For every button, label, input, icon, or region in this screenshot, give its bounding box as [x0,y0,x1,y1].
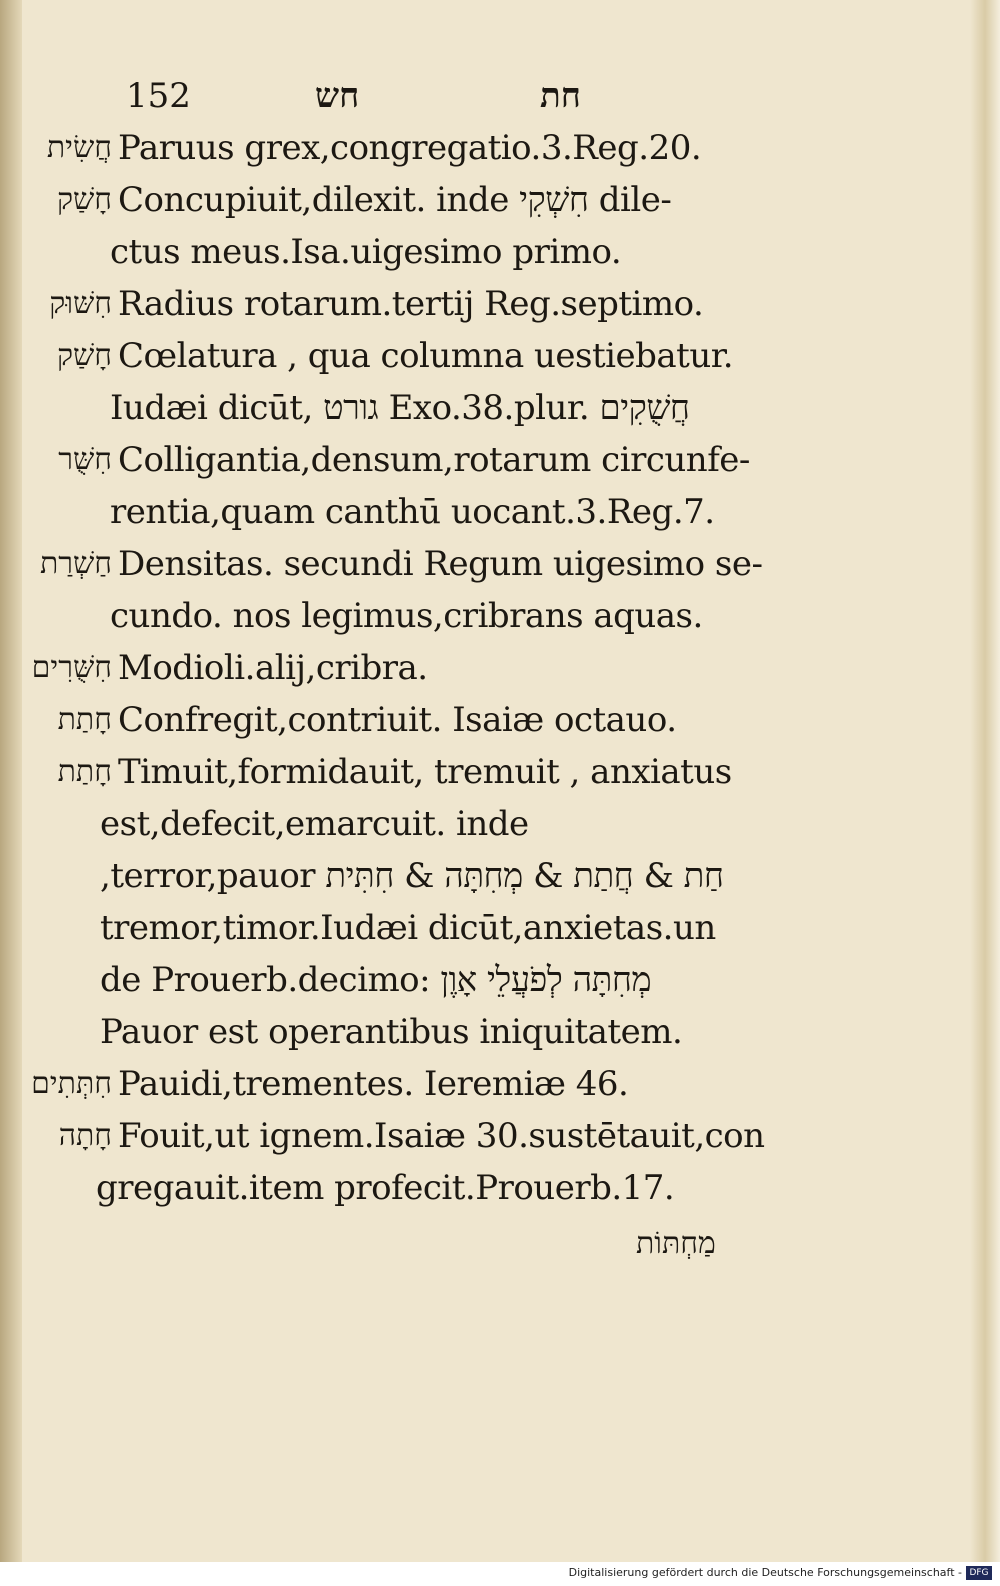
entry-line [0,648,1000,700]
entry-line [0,752,1000,804]
entry-line [0,1168,1000,1220]
latin-gloss-continued: cundo. nos legimus,cribrans aquas. [110,596,703,636]
hebrew-lemma: חָתַת [57,702,112,737]
hebrew-lemma: חָתָה [58,1118,112,1153]
hebrew-lemma: חָשַׁק [56,338,112,373]
entry-line [0,1012,1000,1064]
entry-line [0,1116,1000,1168]
inline-hebrew: חֲשֻׁקִים [599,388,690,428]
hebrew-variants-line: חַת & חֲתַת & מְחִתָּה & חִתִּית terror,pauor, [100,856,724,896]
entry-line [0,544,1000,596]
entry-line [0,128,1000,180]
entry-line [0,1064,1000,1116]
hebrew-lemma: חִתְּתִים [31,1066,112,1101]
entry-line [0,180,1000,232]
entry-line [0,804,1000,856]
latin-gloss-continued: gregauit.item profecit.Prouerb.17. [96,1168,675,1208]
hebrew-lemma: חִשּׁוּק [49,286,112,321]
entry-line [0,700,1000,752]
latin-gloss: Confregit,contriuit. Isaiæ octauo. [118,700,677,740]
latin-gloss: Colligantia,densum,rotarum circunfe- [118,440,750,480]
latin-gloss: Timuit,formidauit, tremuit , anxiatus [118,752,732,792]
hebrew-lemma: חִשֻּׁרִים [31,650,112,685]
latin-gloss: Modioli.alij,cribra. [118,648,428,688]
gloss-part: Exo.38.plur. [378,388,600,428]
latin-gloss: Pauidi,trementes. Ieremiæ 46. [118,1064,629,1104]
entry-line [0,440,1000,492]
page-number: 152 [126,76,191,116]
latin-gloss: Fouit,ut ignem.Isaiæ 30.sustētauit,con [118,1116,765,1156]
gloss-part: de Prouerb.decimo: [100,960,441,1000]
entry-line [0,960,1000,1012]
latin-gloss: Cœlatura , qua columna uestiebatur. [118,336,734,376]
digitization-footer [0,1562,1000,1586]
catchword: מַחְתּוֹת [636,1226,716,1261]
latin-gloss: Radius rotarum.tertij Reg.septimo. [118,284,704,324]
inline-hebrew: מְחִתָּה לְפֹעֲלֵי אָוֶן [440,960,652,1000]
entry-line [0,232,1000,284]
entry-line [0,388,1000,440]
latin-gloss: Densitas. secundi Regum uigesimo se- [118,544,763,584]
inline-hebrew: חִשְׁקִי [519,180,589,220]
latin-gloss-continued: ctus meus.Isa.uigesimo primo. [110,232,622,272]
gloss-part: dile- [588,180,672,220]
latin-gloss-continued: Pauor est operantibus iniquitatem. [100,1012,683,1052]
entry-line [0,856,1000,908]
latin-gloss-continued [110,388,690,428]
entry-line [0,492,1000,544]
latin-gloss-continued: tremor,timor.Iudæi dicūt,anxietas.un [100,908,716,948]
latin-gloss-continued: rentia,quam canthū uocant.3.Reg.7. [110,492,715,532]
funding-credit: Digitalisierung gefördert durch die Deutsche Forschungsgemeinschaft - [568,1566,962,1579]
dictionary-body [0,128,1000,1220]
hebrew-lemma: חִשֻּׁר [58,442,112,477]
entry-line [0,284,1000,336]
hebrew-lemma: חָתַת [57,754,112,789]
inline-hebrew: גורט [323,388,379,428]
entry-line [0,336,1000,388]
latin-gloss-continued [100,960,651,1000]
hebrew-lemma: חָשַׁק [56,182,112,217]
latin-gloss [118,180,671,220]
gloss-part: Concupiuit,dilexit. inde [118,180,520,220]
latin-gloss: Paruus grex,congregatio.3.Reg.20. [118,128,702,168]
headword-right: חת [540,76,581,116]
entry-line [0,908,1000,960]
entry-line [0,596,1000,648]
running-header [0,76,1000,126]
dfg-logo: DFG [966,1566,992,1580]
hebrew-lemma: חַשְׁרַת [39,546,112,581]
latin-gloss-continued: est,defecit,emarcuit. inde [100,804,529,844]
gloss-part: Iudæi dicūt, [110,388,324,428]
hebrew-lemma: חֲשִׂית [46,130,112,165]
headword-left: חש [315,76,360,116]
